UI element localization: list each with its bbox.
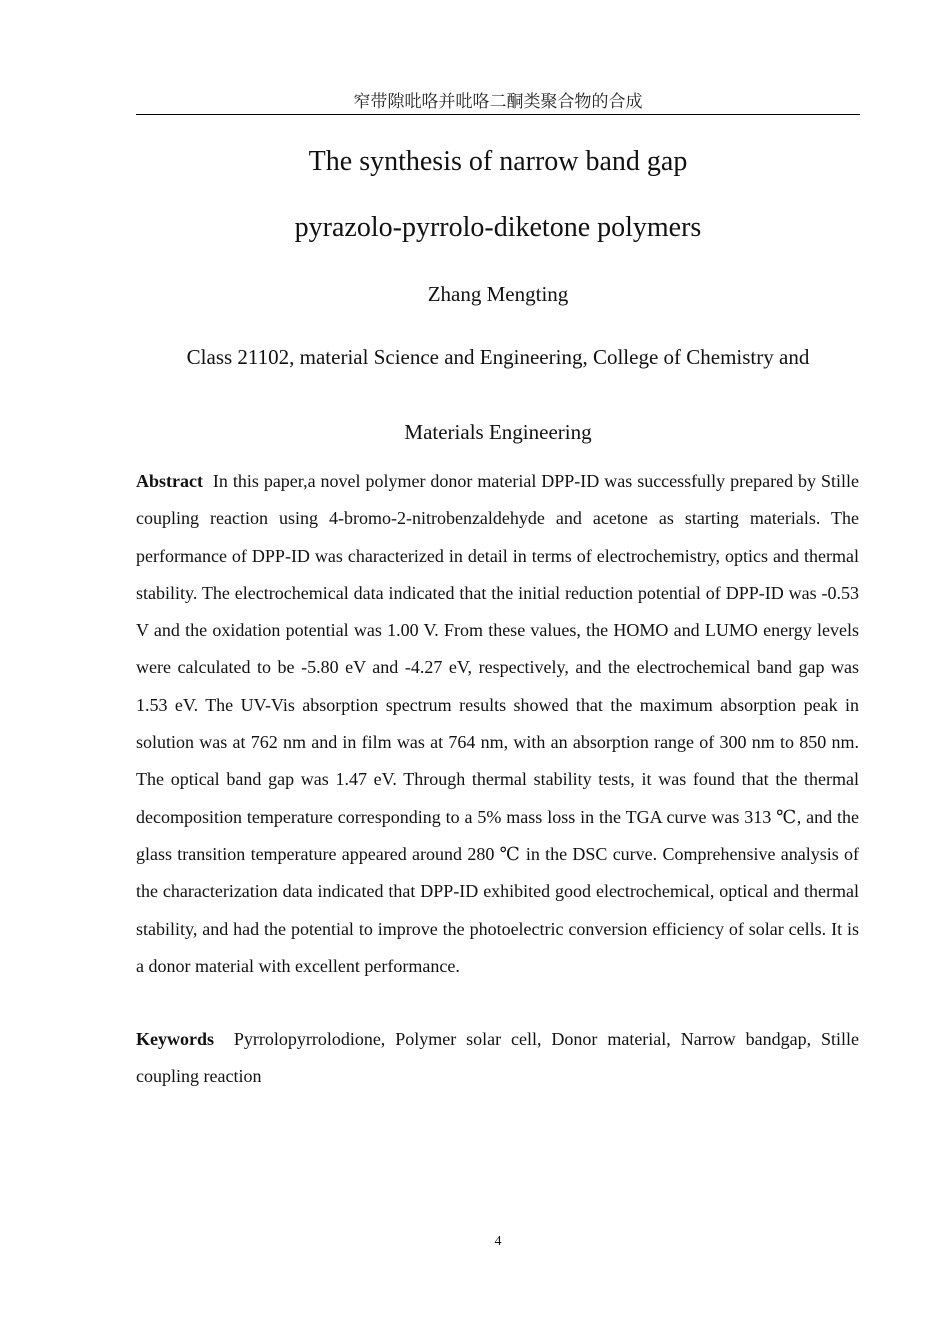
abstract-paragraph	[136, 463, 859, 985]
affiliation-line-1: Class 21102, material Science and Engineering, College of Chemistry and	[186, 345, 810, 369]
affiliation-line-2: Materials Engineering	[404, 420, 592, 444]
paper-title-line-2: pyrazolo-pyrrolo-diketone polymers	[294, 212, 702, 243]
abstract-label: Abstract	[136, 471, 203, 491]
page-number: 4	[494, 1234, 502, 1249]
keywords-label: Keywords	[136, 1029, 214, 1049]
abstract-text: In this paper,a novel polymer donor material DPP-ID was successfully prepared by Stille coupling reaction using 4-bromo-2-nitrobenzaldehyde and acetone as starting materials. The performance of DPP-ID was characterized in detail in terms of electrochemistry, optics and thermal stability. The electrochemical data indicated that the initial reduction potential of DPP-ID was -0.53 V and the oxidation potential was 1.00 V. From these values, the HOMO and LUMO energy levels were calculated to be -5.80 eV and -4.27 eV, respectively, and the electrochemical band gap was 1.53 eV. The UV-Vis absorption spectrum results showed that the maximum absorption peak in solution was at 762 nm and in film was at 764 nm, with an absorption range of 300 nm to 850 nm. The optical band gap was 1.47 eV. Through thermal stability tests, it was found that the thermal decomposition temperature corresponding to a 5% mass loss in the TGA curve was 313 ℃, and the glass transition temperature appeared around 280 ℃ in the DSC curve. Comprehensive analysis of the characterization data indicated that DPP-ID exhibited good electrochemical, optical and thermal stability, and had the potential to improve the photoelectric conversion efficiency of solar cells. It is a donor material with excellent performance.	[136, 471, 860, 976]
keywords-text: Pyrrolopyrrolodione, Polymer solar cell, Donor material, Narrow bandgap, Stille coupling reaction	[136, 1029, 859, 1087]
author-name: Zhang Mengting	[427, 282, 569, 306]
header-rule	[136, 114, 860, 115]
running-header: 窄带隙吡咯并吡咯二酮类聚合物的合成	[353, 92, 643, 112]
keywords-paragraph	[136, 1021, 859, 1096]
paper-title-line-1: The synthesis of narrow band gap	[308, 146, 688, 177]
